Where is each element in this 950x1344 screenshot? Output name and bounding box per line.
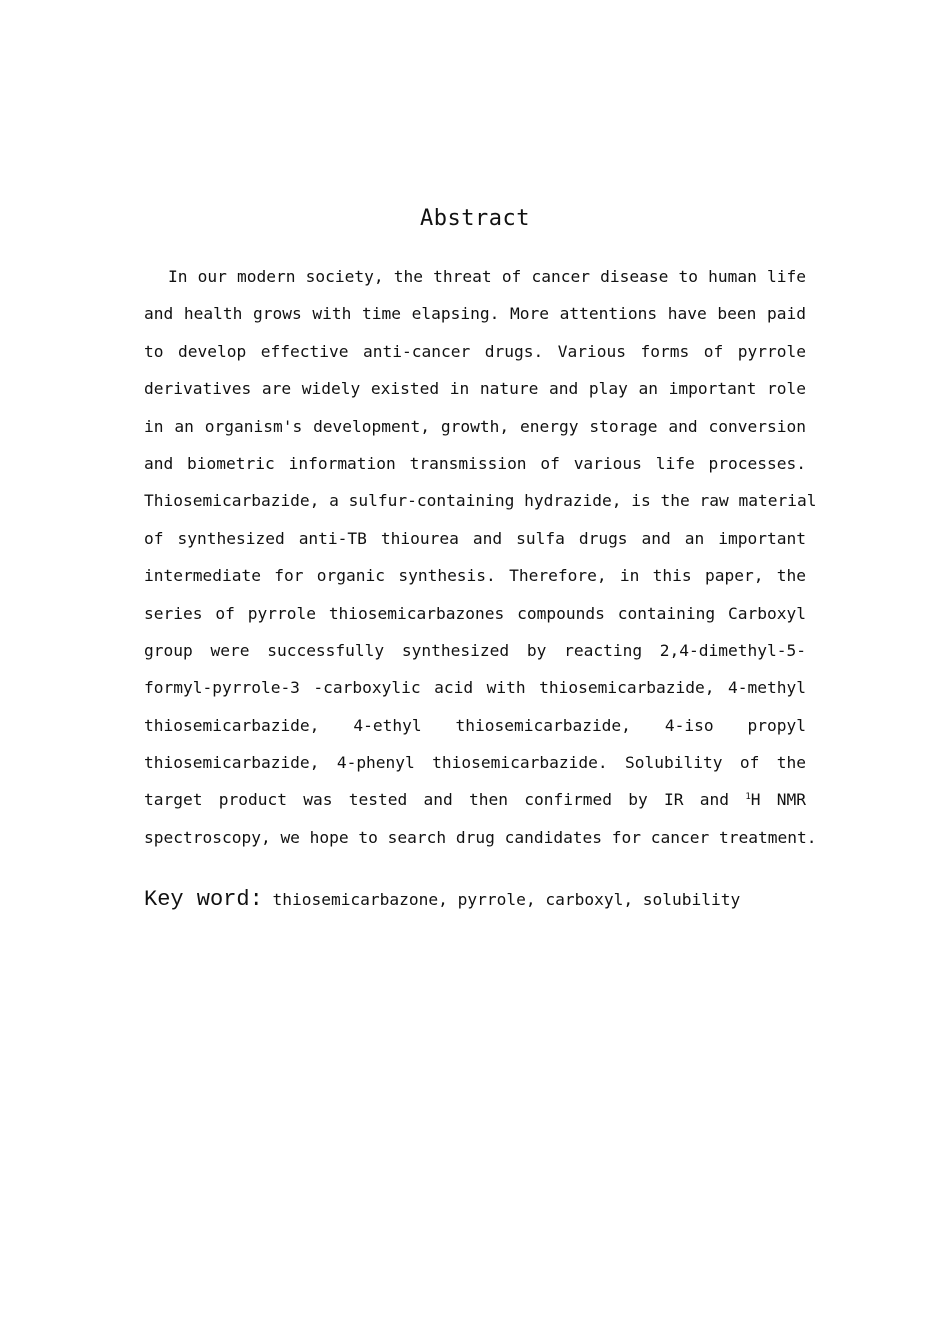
line-text-after: H NMR [750, 790, 806, 810]
keywords-label: Key word: [144, 887, 263, 912]
line-text-before: target product was tested and then confirmed by IR and [144, 790, 746, 810]
keywords-row [144, 882, 844, 918]
abstract-line: thiosemicarbazide, 4-phenyl thiosemicarbazide. Solubility of the [144, 753, 806, 773]
abstract-line: thiosemicarbazide, 4-ethyl thiosemicarbazide, 4-iso propyl [144, 715, 806, 735]
abstract-line-nmr [144, 781, 806, 818]
abstract-line: In our modern society, the threat of cancer disease to human life [168, 267, 806, 286]
abstract-line: Thiosemicarbazide, a sulfur-containing hydrazide, is the raw material [144, 491, 817, 511]
abstract-line: of synthesized anti-TB thiourea and sulfa drugs and an important [144, 528, 806, 548]
abstract-line: formyl-pyrrole-3 -carboxylic acid with thiosemicarbazide, 4-methyl [144, 678, 806, 698]
abstract-line: and biometric information transmission of various life processes. [144, 453, 806, 473]
superscript-isotope: 1 [745, 792, 751, 803]
abstract-line-final: spectroscopy, we hope to search drug candidates for cancer treatment. [144, 827, 817, 847]
abstract-line: to develop effective anti-cancer drugs. Various forms of pyrrole [144, 341, 806, 361]
abstract-title: Abstract [420, 206, 530, 231]
abstract-body [144, 258, 817, 856]
abstract-line: derivatives are widely existed in nature and play an important role [144, 379, 806, 399]
keywords-value: thiosemicarbazone, pyrrole, carboxyl, solubility [272, 890, 741, 909]
abstract-line: intermediate for organic synthesis. Therefore, in this paper, the [144, 566, 806, 586]
abstract-line: group were successfully synthesized by reacting 2,4-dimethyl-5- [144, 640, 806, 660]
abstract-line: series of pyrrole thiosemicarbazones compounds containing Carboxyl [144, 603, 806, 623]
abstract-line: and health grows with time elapsing. More attentions have been paid [144, 304, 806, 324]
abstract-line: in an organism's development, growth, energy storage and conversion [144, 416, 806, 436]
